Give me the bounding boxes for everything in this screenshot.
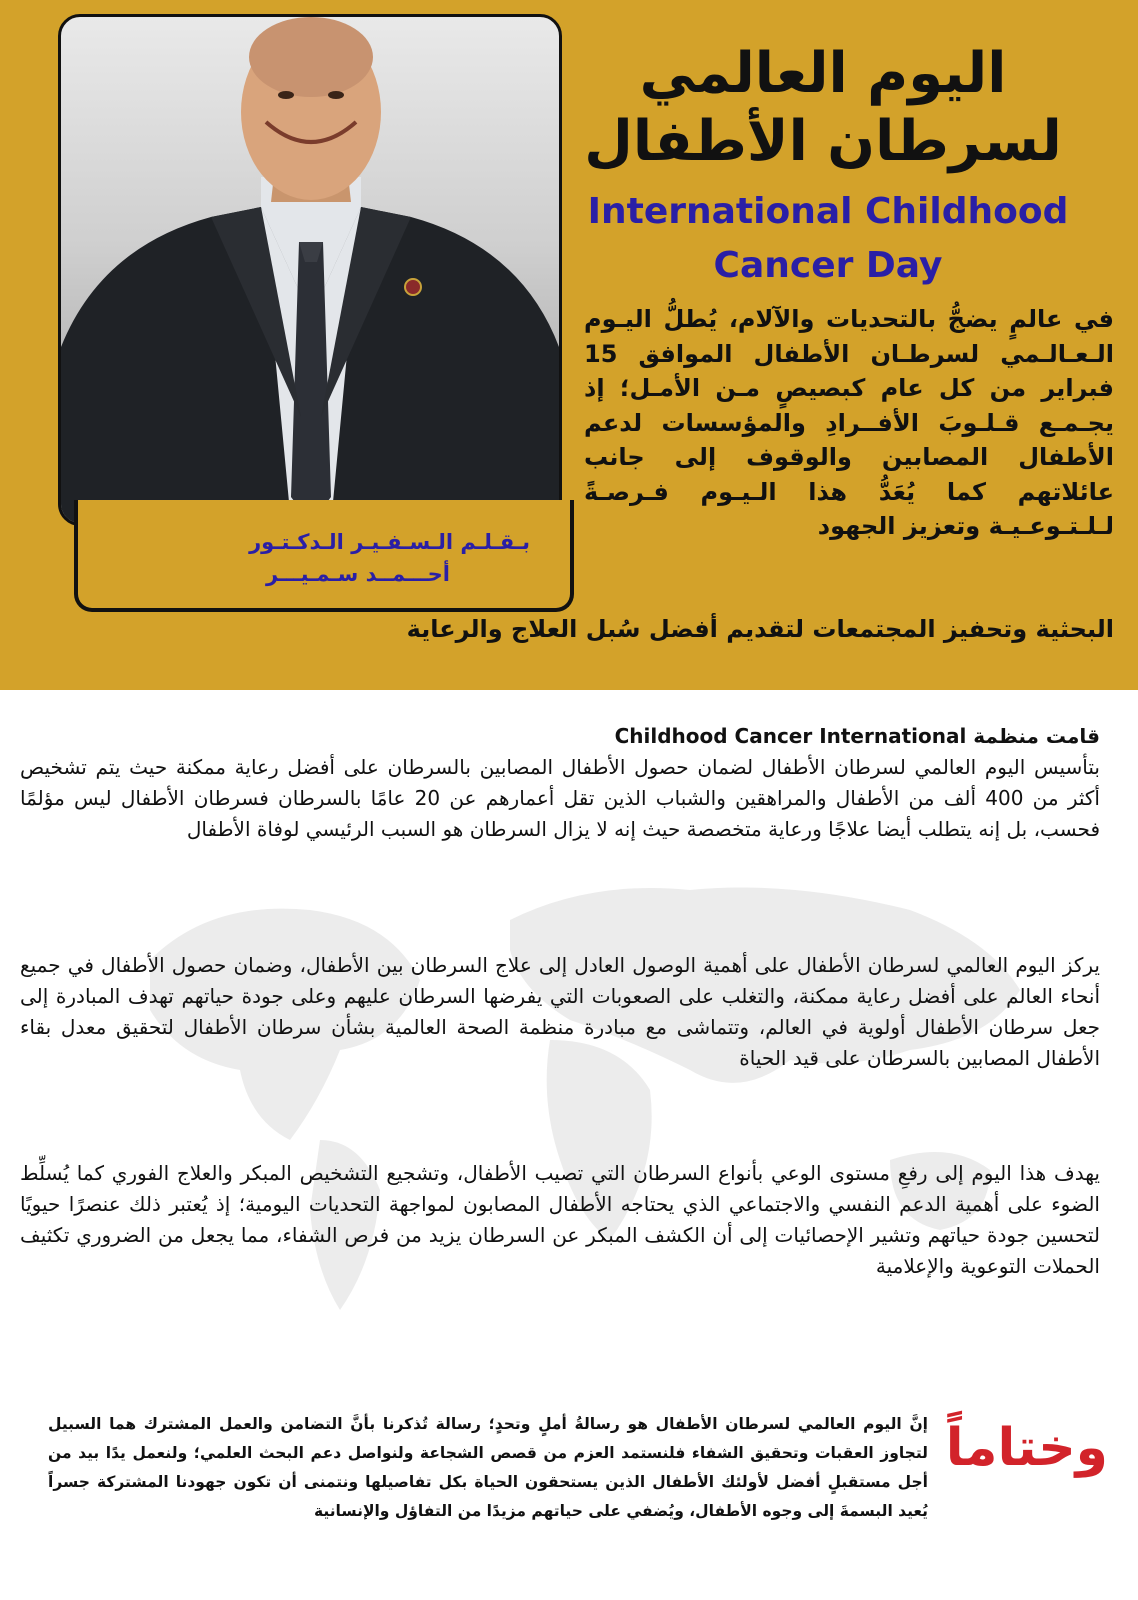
intro-paragraph-tail: البحثية وتحفيز المجتمعات لتقديم أفضل سُبل العلاج والرعاية bbox=[406, 615, 1114, 643]
title-arabic bbox=[563, 40, 1083, 176]
closing-title: وختاماً bbox=[945, 1418, 1108, 1478]
intro-paragraph: في عالمٍ يضجُّ بالتحديات والآلام، يُطلُّ اليـوم الـعـالـمي لسرطـان الأطفال الموافق 15 فبراير من كل عام كبصيصٍ مـن الأمـل؛ إذ يجـمـع قـلـوبَ الأفــرادِ والمؤسسات لدعم الأطفال المصابين والوقوف إلى جانب عائلاتهم كما يُعَدُّ هذا الـيـوم فـرصـةً لـلـتـوعـيـة وتعزيز الجهود bbox=[584, 305, 1114, 540]
title-english bbox=[558, 185, 1098, 293]
portrait-illustration bbox=[61, 17, 559, 523]
title-arabic-line-1: اليوم العالمي bbox=[639, 41, 1007, 106]
author-name: أحـــمــد سـمـيـــر bbox=[266, 562, 450, 586]
header-banner bbox=[0, 0, 1138, 690]
paragraph-1-heading: قامت منظمة Childhood Cancer International bbox=[614, 724, 1100, 748]
author-caption-box bbox=[74, 500, 574, 612]
closing-paragraph: إنَّ اليوم العالمي لسرطان الأطفال هو رسالةُ أملٍ وتحدٍ؛ رسالة تُذكرنا بأنَّ التضامن والعمل المشترك هما السبيل لتجاوز العقبات وتحقيق الشفاء فلنستمد العزم من قصص الشجاعة ولنواصل دعم البحث العلمي؛ ولنعمل يدًا بيد من أجل مستقبلٍ أفضل لأولئك الأطفال الذين يستحقون الحياة بكل تفاصيلها ونتمنى أن تكون جهودنا المشتركة جسراً يُعيد البسمةَ إلى وجوه الأطفال، ويُضفي على حياتهم مزيدًا من التفاؤل والإنسانية bbox=[48, 1415, 928, 1520]
paragraph-1: بتأسيس اليوم العالمي لسرطان الأطفال لضمان حصول الأطفال المصابين بالسرطان على أفضل رعاية ممكنة حيث يتم تشخيص أكثر من 400 ألف من الأطفال والمراهقين والشباب الذين تقل أعمارهم عن 20 عامًا بالسرطان فسرطان الأطفال ليس مؤلمًا فحسب، بل إنه يتطلب أيضا علاجًا ورعاية متخصصة حيث إنه لا يزال السرطان هو السبب الرئيسي لوفاة الأطفال bbox=[20, 755, 1100, 841]
author-line-1: بـقـلـم الـسـفـيـر الـدكـتـور bbox=[249, 530, 530, 554]
paragraph-2: يركز اليوم العالمي لسرطان الأطفال على أهمية الوصول العادل إلى علاج السرطان بين الأطفال، وضمان حصول الأطفال في جميع أنحاء العالم على أفضل رعاية ممكنة، والتغلب على الصعوبات التي يفرضها السرطان عليهم وعلى جودة حياتهم تهدف المبادرة إلى جعل سرطان الأطفال أولوية في العالم، وتتماشى مع مبادرة منظمة الصحة العالمية بشأن سرطان الأطفال لتحقيق معدل بقاء الأطفال المصابين بالسرطان على قيد الحياة bbox=[20, 953, 1100, 1070]
title-english-line-2: Cancer Day bbox=[713, 245, 943, 286]
title-arabic-line-2: لسرطان الأطفال bbox=[584, 109, 1062, 174]
author-photo bbox=[58, 14, 562, 526]
title-english-line-1: International Childhood bbox=[587, 191, 1069, 232]
paragraph-3: يهدف هذا اليوم إلى رفعِ مستوى الوعي بأنواع السرطان التي تصيب الأطفال، وتشجيع التشخيص المبكر والعلاج الفوري كما يُسلِّط الضوء على أهمية الدعم النفسي والاجتماعي الذي يحتاجه الأطفال المصابون لمواجهة التحديات اليومية؛ إذ يُعتبر ذلك عنصرًا حيويًا لتحسين جودة حياتهم وتشير الإحصائيات إلى أن الكشف المبكر عن السرطان يزيد من فرص الشفاء، مما يجعل من الضروري تكثيف الحملات التوعوية والإعلامية bbox=[20, 1161, 1100, 1278]
